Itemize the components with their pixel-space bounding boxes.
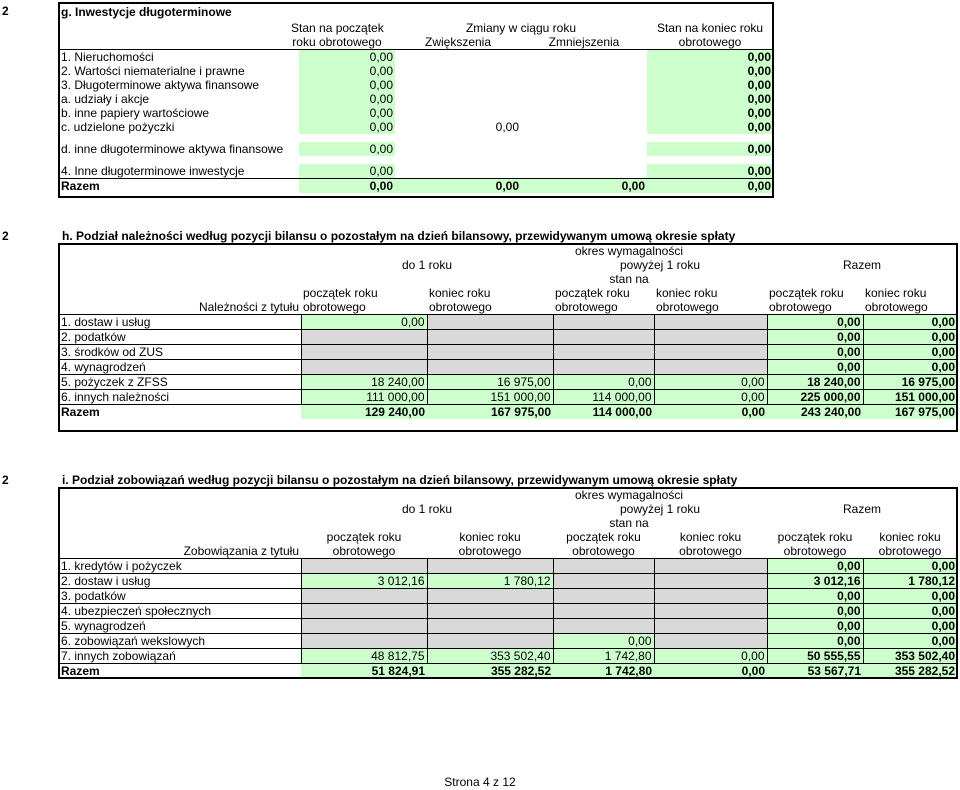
row-label: 4. Inne długoterminowe inwestycje [61,164,245,178]
h-hdr-kon-1: koniec roku [429,286,491,300]
cell-value: 0,00 [553,634,654,649]
h-hdr-pocz-1: początek roku [303,286,378,300]
cell-value [301,360,427,375]
section-i-title: i. Podział zobowiązań według pozycji bilansu o pozostałym na dzień bilansowy, przewidywanym umową okresie spłaty [62,473,738,487]
cell-value [553,619,654,634]
h-hdr-obr-5: obrotowego [767,300,863,315]
row-label: 5. wynagrodzeń [59,619,301,634]
cell-value: 0,00 [863,604,957,619]
i-hdr-okres: okres wymagalności [574,488,684,502]
row-label: 3. Długoterminowe aktywa finansowe [61,78,260,92]
hdr-start-1: Stan na początek [291,21,384,35]
i-hdr-kon-1: koniec roku [459,530,521,544]
cell-increase [395,50,521,65]
cell-value [553,315,654,330]
cell-start: 0,00 [299,92,395,106]
cell-end: 0,00 [647,64,773,78]
row-label: 2. Wartości niematerialne i prawne [61,64,245,78]
h-hdr-razem: Razem [843,258,882,272]
table-row [59,649,957,664]
cell-value [427,315,553,330]
cell-value [553,345,654,360]
cell-value: 0,00 [767,589,863,604]
cell-value: 0,00 [767,559,863,574]
h-hdr-okres: okres wymagalności [574,244,684,258]
cell-start: 0,00 [299,78,395,92]
h-total-v0: 129 240,00 [301,405,427,420]
cell-start: 0,00 [299,142,395,156]
table-row [59,78,773,92]
cell-value: 0,00 [863,315,957,330]
cell-decrease [521,106,647,120]
cell-start: 0,00 [299,106,395,120]
cell-value [654,315,767,330]
cell-value: 1 780,12 [427,574,553,589]
row-label: 4. ubezpieczeń społecznych [59,604,301,619]
cell-value [553,330,654,345]
cell-value [427,619,553,634]
h-hdr-label: Należności z tytułu [59,300,301,315]
section-h-title: h. Podział należności według pozycji bilansu o pozostałym na dzień bilansowy, przewidywanym umową okresie spłaty [62,229,736,243]
cell-decrease [521,64,647,78]
row-label: b. inne papiery wartościowe [61,106,210,120]
h-total-label: Razem [59,405,301,420]
cell-value: 151 000,00 [863,390,957,405]
cell-value [301,634,427,649]
table-row [59,574,957,589]
section-g-number: 2 [2,4,9,18]
hdr-end-2: obrotowego [647,35,773,50]
table-row [59,375,957,390]
page-footer: Strona 4 z 12 [444,775,516,789]
cell-value: 353 502,40 [427,649,553,664]
i-hdr-do1: do 1 roku [401,502,453,516]
i-total-label: Razem [59,664,301,679]
h-hdr-obr-2: obrotowego [427,300,553,315]
i-hdr-razem: Razem [843,502,882,516]
i-total-v1: 355 282,52 [427,664,553,679]
i-total-v4: 53 567,71 [767,664,863,679]
i-total-v3: 0,00 [654,664,767,679]
h-hdr-kon-3: koniec roku [865,286,927,300]
i-hdr-obr-6: obrotowego [863,544,957,559]
table-row [59,106,773,120]
h-total-v3: 0,00 [654,405,767,420]
i-hdr-kon-2: koniec roku [679,530,742,544]
cell-value [654,634,767,649]
cell-value: 1 742,80 [553,649,654,664]
table-row [59,619,957,634]
cell-value [553,559,654,574]
h-total-v1: 167 975,00 [427,405,553,420]
cell-increase [395,164,521,179]
cell-value [654,360,767,375]
cell-value: 0,00 [863,559,957,574]
cell-value [301,619,427,634]
cell-value: 0,00 [863,589,957,604]
cell-start: 0,00 [299,164,395,179]
cell-value [553,589,654,604]
table-row [59,164,773,179]
section-g-title: g. Inwestycje długoterminowe [61,5,232,19]
cell-value [427,604,553,619]
cell-value: 151 000,00 [427,390,553,405]
cell-value [654,330,767,345]
cell-decrease [521,92,647,106]
cell-value [427,360,553,375]
i-total-v5: 355 282,52 [863,664,957,679]
h-hdr-pocz-2: początek roku [555,286,630,300]
cell-end: 0,00 [647,164,773,179]
row-label: a. udziały i akcje [61,92,150,106]
table-row [59,92,773,106]
h-hdr-pow1: powyżej 1 roku [619,258,701,272]
cell-value: 18 240,00 [301,375,427,390]
hdr-end-1: Stan na koniec roku [656,21,764,35]
table-row [59,634,957,649]
i-total-v0: 51 824,91 [301,664,427,679]
cell-value: 0,00 [767,315,863,330]
cell-value: 111 000,00 [301,390,427,405]
i-hdr-obr-1: obrotowego [301,544,427,559]
cell-increase [395,64,521,78]
hdr-decrease: Zmniejszenia [521,35,647,50]
cell-decrease [521,164,647,179]
cell-increase [395,92,521,106]
liabilities-table [59,488,957,678]
cell-value: 0,00 [863,619,957,634]
row-label: 3. środków od ZUS [59,345,301,360]
table-row [59,64,773,78]
i-hdr-pocz-3: początek roku [777,530,853,544]
cell-increase: 0,00 [495,120,519,134]
g-total-start: 0,00 [299,179,395,194]
i-hdr-obr-2: obrotowego [427,544,553,559]
cell-decrease [521,142,647,156]
cell-value: 0,00 [767,619,863,634]
hdr-changes: Zmiany w ciągu roku [465,21,577,35]
cell-value [553,360,654,375]
row-label: 1. dostaw i usług [59,315,301,330]
table-row [59,142,773,156]
i-hdr-kon-3: koniec roku [879,530,941,544]
cell-value: 225 000,00 [767,390,863,405]
cell-increase [395,106,521,120]
cell-value: 1 780,12 [863,574,957,589]
row-label: 5. pożyczek z ZFSS [59,375,301,390]
row-label: 3. podatków [59,589,301,604]
cell-value: 0,00 [654,375,767,390]
cell-value [301,589,427,604]
cell-value: 16 975,00 [427,375,553,390]
cell-end: 0,00 [647,106,773,120]
cell-start: 0,00 [299,120,395,134]
hdr-increase: Zwiększenia [395,35,521,50]
i-hdr-pow1: powyżej 1 roku [619,502,701,516]
investments-table [59,3,773,197]
cell-value [427,559,553,574]
table-row [59,604,957,619]
i-hdr-stan: stan na [609,516,649,530]
cell-value: 0,00 [654,649,767,664]
cell-value: 0,00 [863,360,957,375]
cell-value [301,330,427,345]
cell-value [654,589,767,604]
cell-value: 0,00 [767,360,863,375]
cell-value [553,574,654,589]
cell-value [301,345,427,360]
table-row [59,345,957,360]
cell-value: 16 975,00 [863,375,957,390]
h-hdr-do1: do 1 roku [401,258,453,272]
cell-increase [395,142,521,156]
g-total-end: 0,00 [647,179,773,194]
h-total-v5: 167 975,00 [863,405,957,420]
cell-decrease [521,120,647,134]
i-hdr-obr-4: obrotowego [654,544,767,559]
cell-value: 3 012,16 [767,574,863,589]
i-hdr-obr-3: obrotowego [553,544,654,559]
g-total-dec: 0,00 [521,179,647,194]
cell-value [654,559,767,574]
row-label: 2. podatków [59,330,301,345]
cell-value: 0,00 [767,634,863,649]
g-total-inc: 0,00 [395,179,521,194]
cell-value [301,604,427,619]
i-hdr-label: Zobowiązania z tytułu [59,544,301,559]
cell-value: 50 555,55 [767,649,863,664]
row-label: c. udzielone pożyczki [61,120,175,134]
cell-decrease [521,78,647,92]
row-label: 6. innych należności [59,390,301,405]
cell-value: 3 012,16 [301,574,427,589]
cell-value [427,345,553,360]
section-h-number: 2 [2,229,9,243]
h-hdr-obr-6: obrotowego [863,300,957,315]
cell-value: 0,00 [863,345,957,360]
i-hdr-pocz-1: początek roku [326,530,402,544]
cell-value: 0,00 [301,315,427,330]
table-row [59,390,957,405]
row-label: 7. innych zobowiązań [59,649,301,664]
row-label: 1. Nieruchomości [61,50,154,64]
cell-end: 0,00 [647,78,773,92]
table-row [59,120,773,134]
h-hdr-pocz-3: początek roku [769,286,844,300]
cell-value [654,604,767,619]
table-row [59,50,773,65]
cell-value [654,345,767,360]
cell-value: 0,00 [553,375,654,390]
row-label: 1. kredytów i pożyczek [59,559,301,574]
row-label: 4. wynagrodzeń [59,360,301,375]
cell-end: 0,00 [647,120,773,134]
cell-start: 0,00 [299,64,395,78]
h-total-v4: 243 240,00 [767,405,863,420]
cell-value: 353 502,40 [863,649,957,664]
i-total-v2: 1 742,80 [553,664,654,679]
row-label: 6. zobowiązań wekslowych [59,634,301,649]
cell-value [427,330,553,345]
cell-value: 114 000,00 [553,390,654,405]
row-label: d. inne długoterminowe aktywa finansowe [61,142,284,156]
cell-value: 18 240,00 [767,375,863,390]
cell-value: 0,00 [654,390,767,405]
cell-end: 0,00 [647,142,773,156]
cell-value [427,634,553,649]
hdr-start-2: roku obrotowego [299,35,395,50]
cell-end: 0,00 [647,50,773,65]
cell-value: 0,00 [863,634,957,649]
g-total-label: Razem [59,179,299,194]
i-hdr-pocz-2: początek roku [566,530,641,544]
section-i-number: 2 [2,473,9,487]
table-row [59,589,957,604]
cell-value [654,619,767,634]
h-hdr-obr-4: obrotowego [654,300,767,315]
cell-value: 0,00 [767,604,863,619]
receivables-table [59,244,957,431]
table-row [59,559,957,574]
cell-decrease [521,50,647,65]
i-hdr-obr-5: obrotowego [767,544,863,559]
row-label: 2. dostaw i usług [59,574,301,589]
table-row [59,360,957,375]
cell-value: 0,00 [767,345,863,360]
cell-start: 0,00 [299,50,395,65]
cell-value [427,589,553,604]
table-row [59,315,957,330]
table-row [59,330,957,345]
cell-value: 0,00 [767,330,863,345]
cell-value: 0,00 [863,330,957,345]
h-hdr-obr-1: obrotowego [301,300,427,315]
h-hdr-stan: stan na [609,272,649,286]
h-hdr-kon-2: koniec roku [656,286,718,300]
cell-value: 48 812,75 [301,649,427,664]
cell-value [553,604,654,619]
h-total-v2: 114 000,00 [553,405,654,420]
cell-end: 0,00 [647,92,773,106]
cell-increase [395,78,521,92]
cell-value [654,574,767,589]
h-hdr-obr-3: obrotowego [553,300,654,315]
cell-value [301,559,427,574]
